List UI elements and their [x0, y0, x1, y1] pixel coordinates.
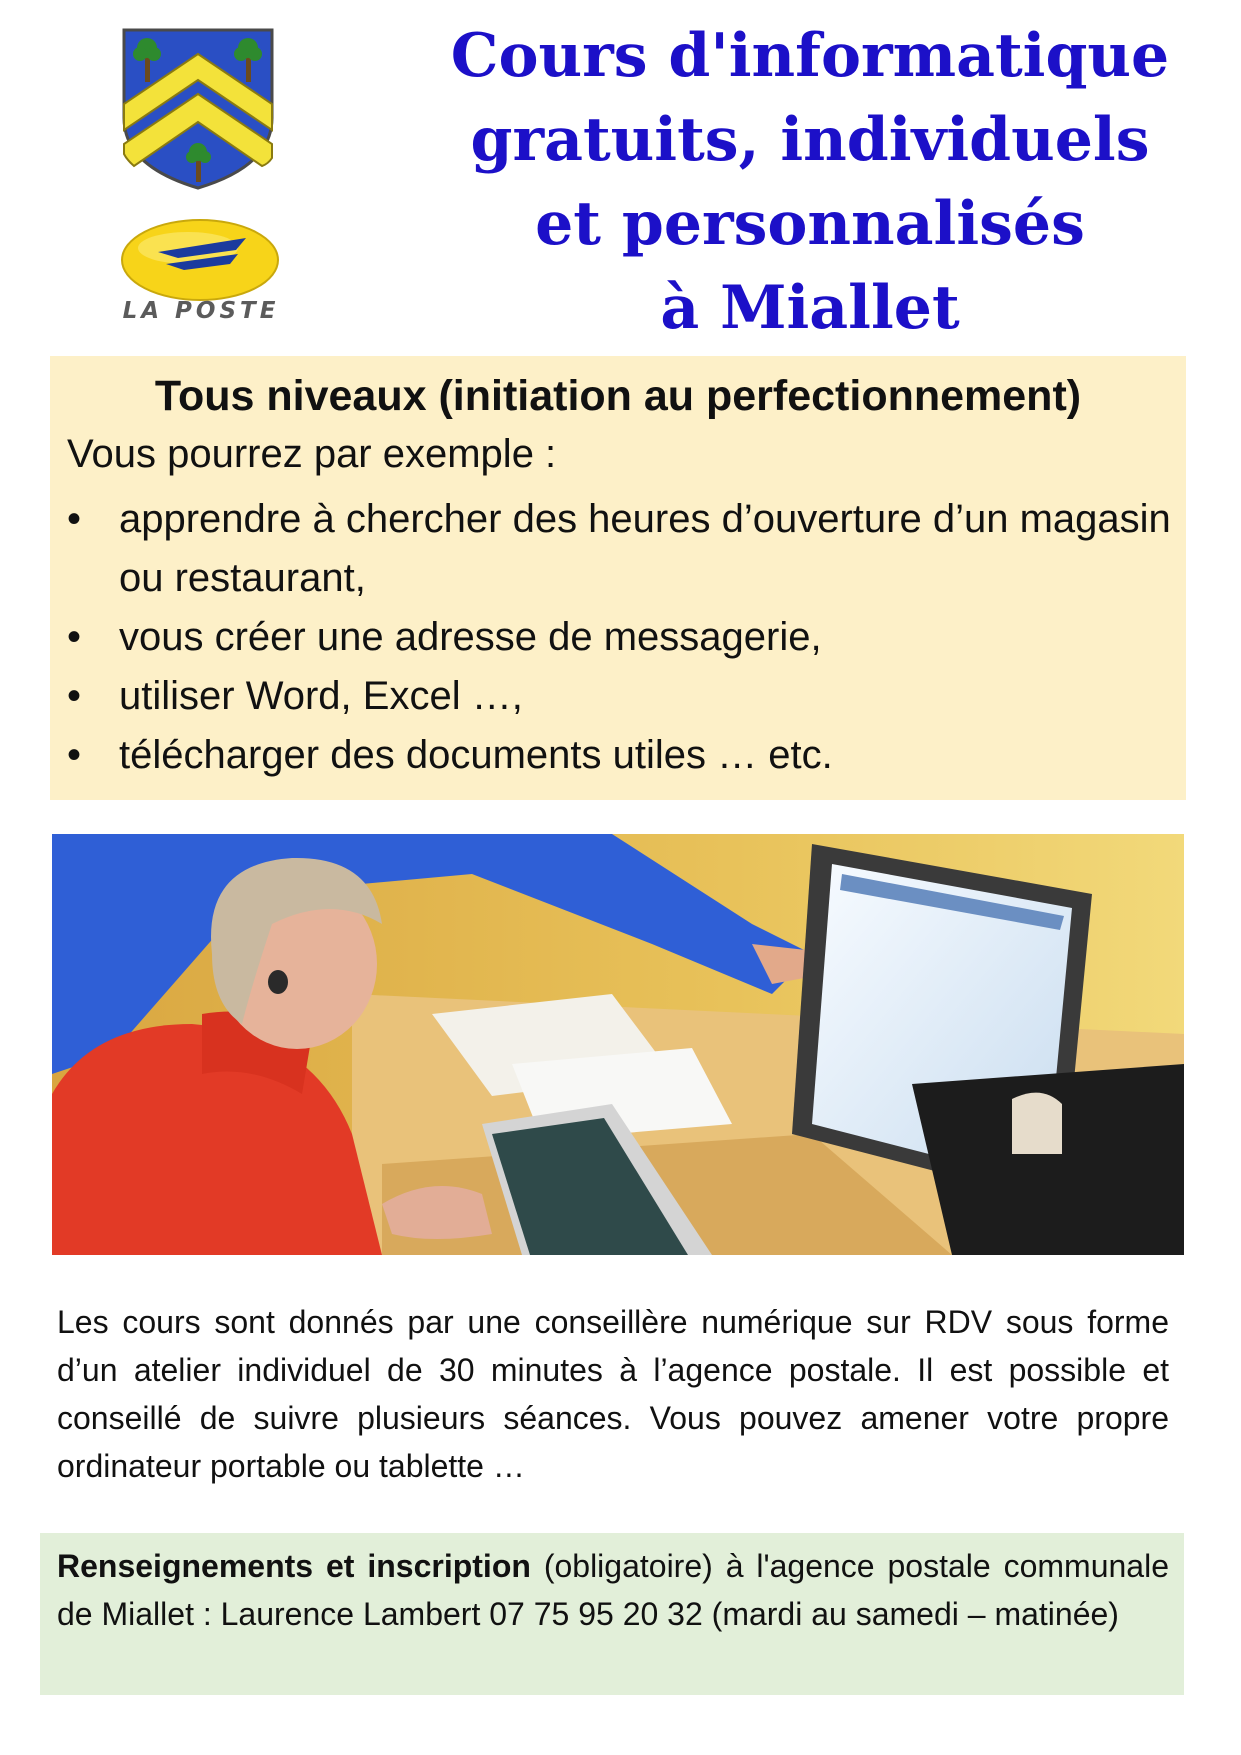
coat-of-arms-icon [118, 26, 278, 192]
description-text: Les cours sont donnés par une conseillère numérique sur RDV sous forme d’un atelier individuel de 30 minutes à l’agence postale. Il est possible et conseillé de suivre plusieurs séances. Vous pouvez amener votre propre ordinateur portable ou tablette … [57, 1304, 1169, 1484]
bullet-icon: • [67, 615, 82, 659]
list-item-text: télécharger des documents utiles … etc. [119, 733, 833, 777]
page-title [400, 14, 1220, 350]
list-item-text: vous créer une adresse de messagerie, [119, 615, 822, 659]
levels-heading: Tous niveaux (initiation au perfectionnement) [154, 372, 1082, 420]
title-line-1: Cours d'informatique [450, 21, 1170, 91]
bullet-icon: • [67, 674, 82, 718]
title-line-3: et personnalisés [535, 189, 1085, 259]
bullet-icon: • [67, 497, 82, 541]
examples-list [67, 490, 1177, 785]
contact-label: Renseignements et inscription [57, 1548, 531, 1584]
title-line-4: à Miallet [660, 273, 960, 343]
list-item [67, 490, 1177, 608]
la-poste-logo-icon [118, 208, 282, 304]
la-poste-label: LA POSTE [122, 298, 280, 324]
contact-details: (obligatoire) à l'agence postale communale de Miallet : Laurence Lambert 07 75 95 20 32 (mardi au samedi – matinée) [57, 1548, 1169, 1632]
contact-text [57, 1542, 1169, 1638]
list-item [67, 608, 1177, 667]
computer-lesson-photo [52, 834, 1184, 1255]
list-item-text: apprendre à chercher des heures d’ouverture d’un magasin ou restaurant, [119, 497, 1171, 600]
list-item [67, 726, 1177, 785]
bullet-icon: • [67, 733, 82, 777]
levels-intro: Vous pourrez par exemple : [67, 432, 557, 476]
list-item-text: utiliser Word, Excel …, [119, 674, 523, 718]
title-line-2: gratuits, individuels [470, 105, 1150, 175]
list-item [67, 667, 1177, 726]
